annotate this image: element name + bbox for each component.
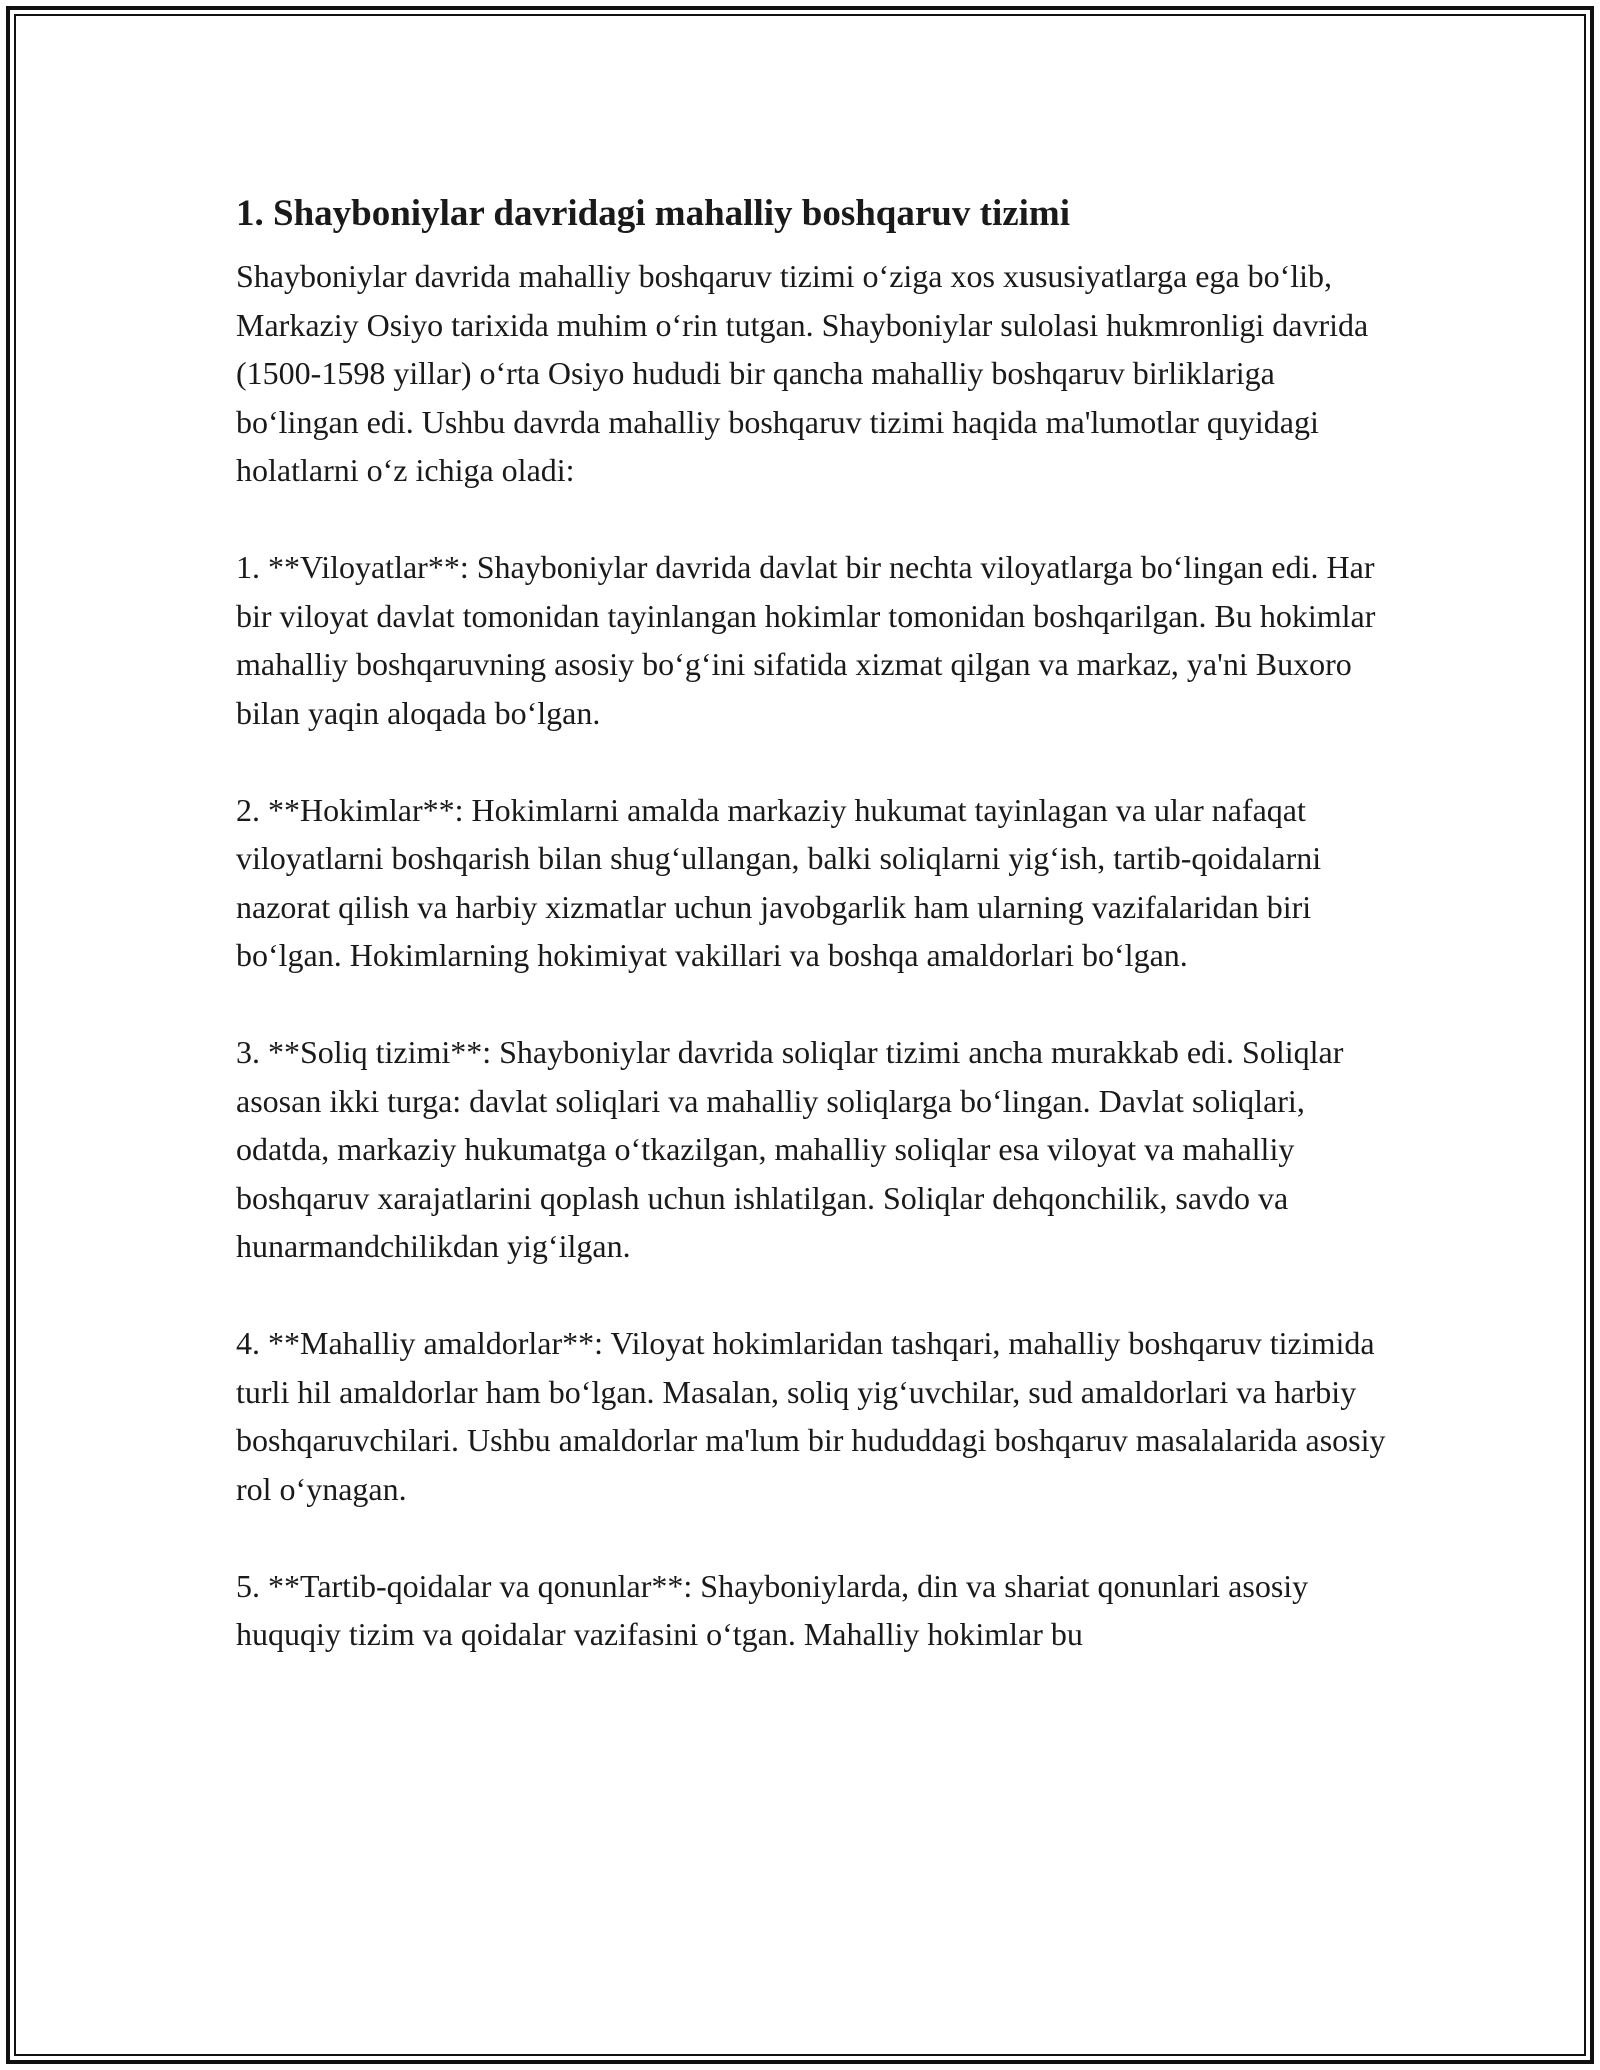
paragraph-viloyatlar: 1. **Viloyatlar**: Shayboniylar davrida davlat bir nechta viloyatlarga bo‘lingan edi. Har bir viloyat davlat tomonidan tayinlangan hokimlar tomonidan boshqarilgan. Bu hokimlar mahalliy boshqaruvning asosiy bo‘g‘ini sifatida xizmat qilgan va markaz, ya'ni Buxoro bilan yaqin aloqada bo‘lgan. xyxy=(236,549,1376,731)
document-body xyxy=(236,190,1386,1707)
document-title: 1. Shayboniylar davridagi mahalliy boshqaruv tizimi xyxy=(236,193,1071,234)
paragraph-mahalliy-amaldorlar: 4. **Mahalliy amaldorlar**: Viloyat hokimlaridan tashqari, mahalliy boshqaruv tizimida turli hil amaldorlar ham bo‘lgan. Masalan, soliq yig‘uvchilar, sud amaldorlari va harbiy boshqaruvchilari. Ushbu amaldorlar ma'lum bir hududdagi boshqaruv masalalarida asosiy rol o‘ynagan. xyxy=(236,1325,1386,1507)
paragraph-hokimlar: 2. **Hokimlar**: Hokimlarni amalda markaziy hukumat tayinlagan va ular nafaqat viloyatlarni boshqarish bilan shug‘ullangan, balki soliqlarni yig‘ish, tartib-qoidalarni nazorat qilish va harbiy xizmatlar uchun javobgarlik ham ularning vazifalaridan biri bo‘lgan. Hokimlarning hokimiyat vakillari va boshqa amaldorlari bo‘lgan. xyxy=(236,791,1322,973)
paragraph-intro: Shayboniylar davrida mahalliy boshqaruv tizimi o‘ziga xos xususiyatlarga ega bo‘lib, Markaziy Osiyo tarixida muhim o‘rin tutgan. Shayboniylar sulolasi hukmronligi davrida (1500-1598 yillar) o‘rta Osiyo hududi bir qancha mahalliy boshqaruv birliklariga bo‘lingan edi. Ushbu davrda mahalliy boshqaruv tizimi haqida ma'lumotlar quyidagi holatlarni o‘z ichiga oladi: xyxy=(236,258,1369,488)
paragraph-tartib-qoidalar: 5. **Tartib-qoidalar va qonunlar**: Shayboniylarda, din va shariat qonunlari asosiy huquqiy tizim va qoidalar vazifasini o‘tgan. Mahalliy hokimlar bu xyxy=(236,1567,1309,1652)
paragraph-soliq-tizimi: 3. **Soliq tizimi**: Shayboniylar davrida soliqlar tizimi ancha murakkab edi. Soliqlar asosan ikki turga: davlat soliqlari va mahalliy soliqlarga bo‘lingan. Davlat soliqlari, odatda, markaziy hukumatga o‘tkazilgan, mahalliy soliqlar esa viloyat va mahalliy boshqaruv xarajatlarini qoplash uchun ishlatilgan. Soliqlar dehqonchilik, savdo va hunarmandchilikdan yig‘ilgan. xyxy=(236,1034,1344,1264)
